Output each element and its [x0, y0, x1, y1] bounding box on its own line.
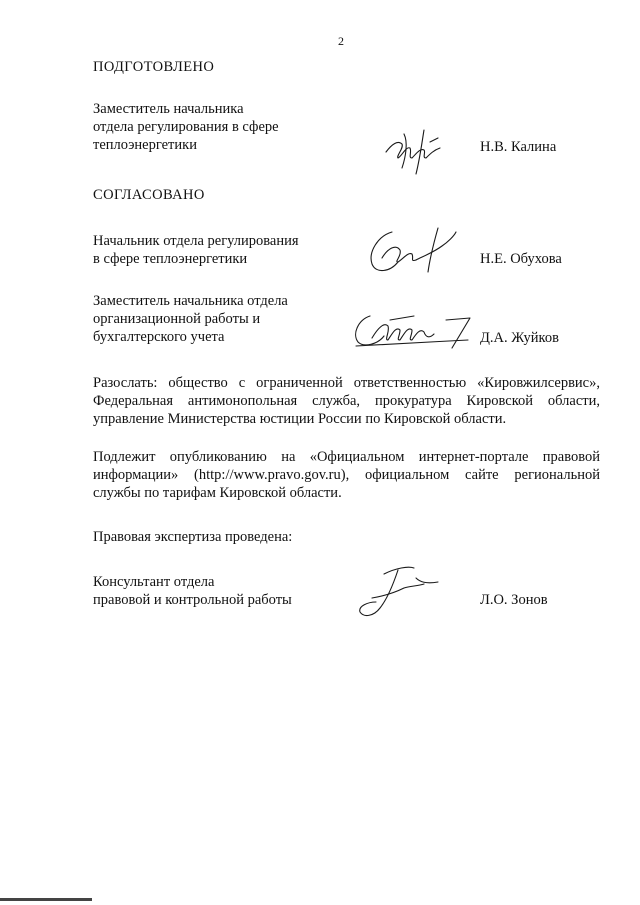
legal-review-statement: Правовая экспертиза проведена: [93, 529, 293, 545]
position-line: бухгалтерского учета [93, 329, 225, 345]
signature-kalina [378, 122, 458, 180]
position-line: Консультант отдела [93, 574, 215, 590]
prepared-heading: ПОДГОТОВЛЕНО [93, 59, 215, 75]
signature-zonov [354, 558, 444, 624]
page-number: 2 [338, 34, 344, 48]
agreed-signatory-2-name: Д.А. Жуйков [480, 330, 559, 346]
publication-paragraph: Подлежит опубликованию на «Официальном интернет-портале правовой информации» (http://www.pravo.gov.ru), официальном сайте региональной службы по тарифам Кировской области. [93, 449, 600, 501]
position-line: Заместитель начальника отдела [93, 293, 288, 309]
distribution-paragraph: Разослать: общество с ограниченной ответственностью «Кировжилсервис», Федеральная антимонопольная служба, прокуратура Кировской области, управление Министерства юстиции России по Кировской области. [93, 375, 600, 427]
signature-zhuikov [350, 308, 474, 354]
prepared-signatory-position [93, 100, 333, 154]
position-line: организационной работы и [93, 311, 261, 327]
agreed-signatory-1-name: Н.Е. Обухова [480, 251, 562, 267]
position-line: в сфере теплоэнергетики [93, 251, 248, 267]
position-line: Заместитель начальника [93, 101, 244, 117]
prepared-signatory-name: Н.В. Калина [480, 139, 557, 155]
signature-obukhova [364, 222, 460, 280]
position-line: Начальник отдела регулирования [93, 233, 299, 249]
legal-review-signatory-name: Л.О. Зонов [480, 592, 548, 608]
agreed-heading: СОГЛАСОВАНО [93, 187, 205, 203]
position-line: теплоэнергетики [93, 137, 197, 153]
position-line: отдела регулирования в сфере [93, 119, 279, 135]
agreed-signatory-2-position [93, 292, 333, 346]
agreed-signatory-1-position [93, 232, 333, 268]
scan-edge-mark [0, 898, 92, 901]
legal-review-signatory-position [93, 573, 333, 609]
position-line: правовой и контрольной работы [93, 592, 292, 608]
